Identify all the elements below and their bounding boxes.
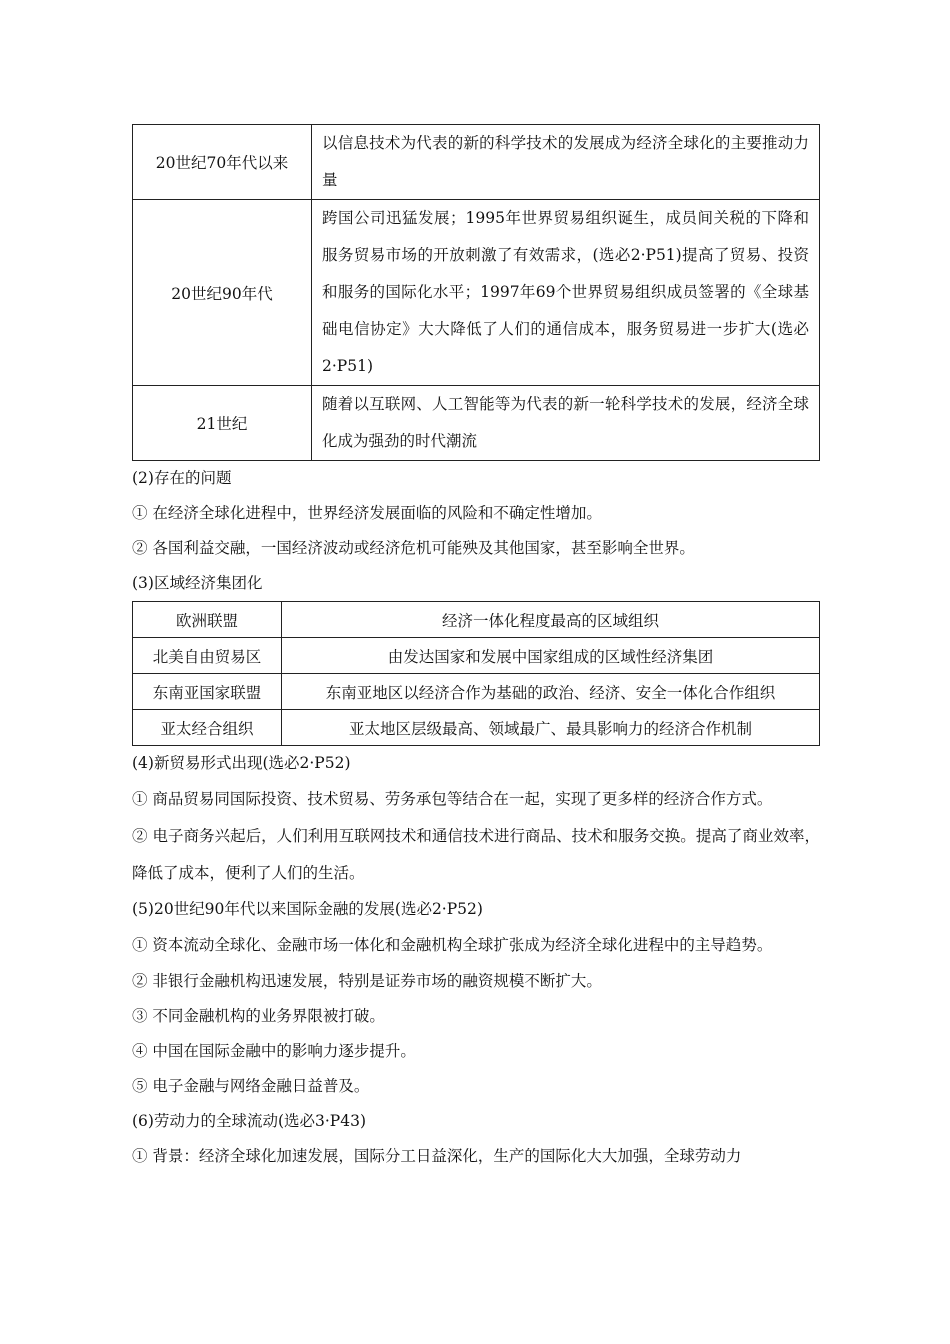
- table-row: [133, 200, 820, 386]
- era-cell: 20世纪70年代以来: [133, 125, 312, 200]
- table-row: [133, 710, 820, 746]
- organization-name-cell: 北美自由贸易区: [133, 638, 282, 674]
- list-item: ① 背景：经济全球化加速发展，国际分工日益深化，生产的国际化大大加强，全球劳动力: [132, 1147, 742, 1165]
- table-row: [133, 638, 820, 674]
- table-row: [133, 125, 820, 200]
- description-cell: 以信息技术为代表的新的科学技术的发展成为经济全球化的主要推动力量: [312, 125, 820, 200]
- section-heading: (5)20世纪90年代以来国际金融的发展(选必2·P52): [132, 900, 483, 918]
- list-item: ① 资本流动全球化、金融市场一体化和金融机构全球扩张成为经济全球化进程中的主导趋势。: [132, 936, 773, 954]
- list-item: ③ 不同金融机构的业务界限被打破。: [132, 1007, 385, 1025]
- organization-desc-cell: 亚太地区层级最高、领域最广、最具影响力的经济合作机制: [282, 710, 820, 746]
- organization-name-cell: 欧洲联盟: [133, 602, 282, 638]
- list-item: ① 商品贸易同国际投资、技术贸易、劳务承包等结合在一起，实现了更多样的经济合作方式。: [132, 790, 773, 808]
- table-row: [133, 674, 820, 710]
- list-item: ④ 中国在国际金融中的影响力逐步提升。: [132, 1042, 416, 1060]
- era-cell: 20世纪90年代: [133, 200, 312, 386]
- section-heading: (4)新贸易形式出现(选必2·P52): [132, 754, 351, 772]
- organization-name-cell: 东南亚国家联盟: [133, 674, 282, 710]
- organization-name-cell: 亚太经合组织: [133, 710, 282, 746]
- era-cell: 21世纪: [133, 386, 312, 461]
- description-cell: 跨国公司迅猛发展；1995年世界贸易组织诞生，成员间关税的下降和服务贸易市场的开放刺激了有效需求，(选必2·P51)提高了贸易、投资和服务的国际化水平；1997年69个世界贸易组织成员签署的《全球基础电信协定》大大降低了人们的通信成本，服务贸易进一步扩大(选必2·P51): [312, 200, 820, 386]
- table-row: [133, 602, 820, 638]
- organization-desc-cell: 经济一体化程度最高的区域组织: [282, 602, 820, 638]
- table-row: [133, 386, 820, 461]
- section-heading: (6)劳动力的全球流动(选必3·P43): [132, 1112, 366, 1130]
- list-item: ⑤ 电子金融与网络金融日益普及。: [132, 1077, 370, 1095]
- section-heading: (3)区域经济集团化: [132, 574, 263, 592]
- timeline-table: [132, 124, 820, 461]
- organization-desc-cell: 东南亚地区以经济合作为基础的政治、经济、安全一体化合作组织: [282, 674, 820, 710]
- list-item: ② 非银行金融机构迅速发展，特别是证券市场的融资规模不断扩大。: [132, 972, 602, 990]
- description-cell: 随着以互联网、人工智能等为代表的新一轮科学技术的发展，经济全球化成为强劲的时代潮流: [312, 386, 820, 461]
- organization-desc-cell: 由发达国家和发展中国家组成的区域性经济集团: [282, 638, 820, 674]
- list-item: ① 在经济全球化进程中，世界经济发展面临的风险和不确定性增加。: [132, 504, 602, 522]
- document-page: [132, 124, 820, 1174]
- list-item: ② 电子商务兴起后，人们利用互联网技术和通信技术进行商品、技术和服务交换。提高了商业效率，降低了成本，便利了人们的生活。: [132, 827, 820, 882]
- section-heading: (2)存在的问题: [132, 469, 232, 487]
- list-item: ② 各国利益交融，一国经济波动或经济危机可能殃及其他国家，甚至影响全世界。: [132, 539, 695, 557]
- regional-table: [132, 601, 820, 746]
